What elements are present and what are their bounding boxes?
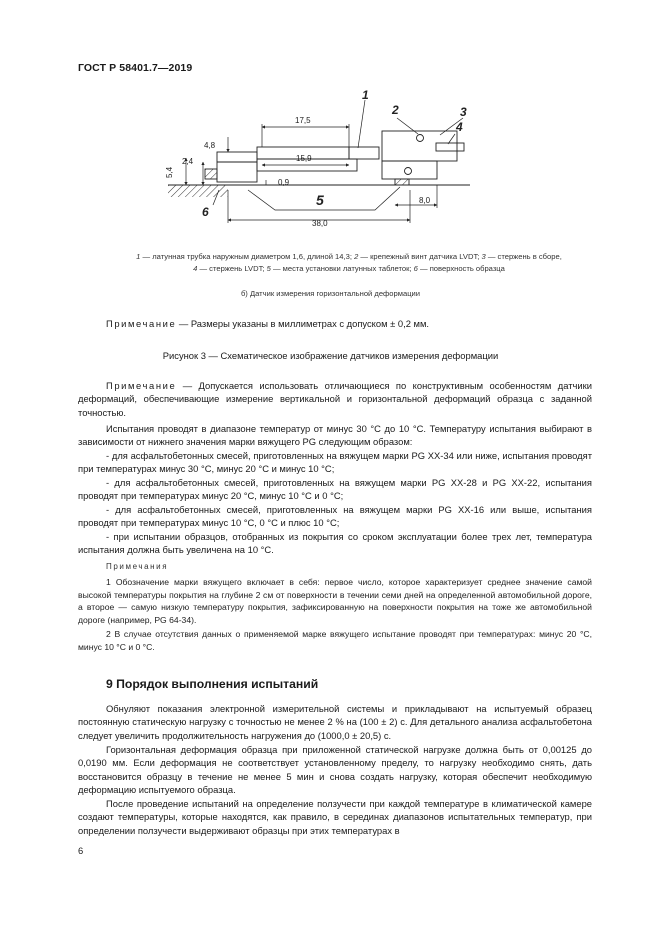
lvdt-rod [436,143,464,151]
callout-4: 4 [456,120,463,134]
callout-6: 6 [202,205,209,219]
dim-8-0: 8,0 [419,196,431,205]
temperature-item: - для асфальтобетонных смесей, приготовленных на вяжущем марки PG XX-28 и PG XX-22, испытания проводят при температурах минус 20 °С, минус 10 °С и 0 °С; [78,477,592,502]
dim-15-9: 15,9 [296,154,312,163]
right-brass-tablet [395,179,409,185]
temperature-item: - для асфальтобетонных смесей, приготовленных на вяжущем марки PG XX-16 или выше, испытания проводят при температурах минус 10 °С, 0 °С и плюс 10 °С; [78,504,592,529]
figure-subcaption: б) Датчик измерения горизонтальной деформации [240,289,421,298]
page-number: 6 [78,845,84,856]
dim-0-9: 0,9 [278,178,290,187]
section-paragraph: Горизонтальная деформация образца при приложенной статической нагрузке должна быть от 0,00125 до 0,0190 мм. Если деформация не соответствует установленному пределу, то нагрузку необходимо снять, дать восстановится образцу в течение не менее 5 мин и снова создать нагрузку, которая обеспечит необходимую деформацию испытуемого образца. [78,744,592,796]
dim-5-4: 5,4 [165,166,174,178]
figure-caption: Рисунок 3 — Схематическое изображение датчиков измерения деформации [162,350,499,361]
note-allowed-sensors: Примечание — Допускается использовать отличающиеся по конструктивным особенностям датчики деформаций, обеспечивающие измерение вертикальной и горизонтальной деформаций образца с заданной точностью. [78,380,592,418]
left-brass-tablet [205,169,217,179]
dim-17-5: 17,5 [295,116,311,125]
callout-5: 5 [316,192,324,208]
temperature-item: - для асфальтобетонных смесей, приготовленных на вяжущем марки PG XX-34 или ниже, испытания проводят при температурах минус 30 °С, минус 20 °С и минус 10 °С; [78,450,592,475]
callout-3: 3 [460,105,467,119]
standard-header: ГОСТ Р 58401.7—2019 [78,62,193,74]
sensor-body-left [217,152,257,182]
horizontal-deformation-sensor-drawing [150,82,530,240]
note-item: 1 Обозначение марки вяжущего включает в себя: первое число, которое характеризует среднее значение самой высокой температуры покрытия на глубине 2 см от поверхности в течении семи дней на определенной автомобильной дороге, а второе — самую низкую температуру покрытия, зафиксированную на поверхности покрытия на тоже же автомобильной дороге (например, PG 64-34). [78,577,592,625]
figure-note: Примечание — Размеры указаны в миллиметрах с допуском ± 0,2 мм. [106,318,430,329]
section-paragraph: Обнуляют показания электронной измерительной системы и прикладывают на испытуемый образец постоянную статическую нагрузку с точностью не менее 2 % на (100 ± 2) с. Для детального анализа асфальтобетона следует увеличить продолжительность нагружения до (1000,0 ± 20,5) с. [78,703,592,741]
sensor-block-right [382,131,457,161]
section-title: 9 Порядок выполнения испытаний [106,677,319,691]
mounting-screw [417,135,424,142]
callout-2: 2 [392,103,399,117]
section-paragraph: После проведение испытаний на определение ползучести при каждой температуре в климатической камере создают температуры, которые находятся, как правило, в серединах диапазонов испытательных температур, при определении ползучести выдерживают образцы при этих температурах в [78,798,592,836]
dim-38-0: 38,0 [312,219,328,228]
callout-1: 1 [362,88,369,102]
dim-4-8: 4,8 [204,141,216,150]
dim-2-4: 2,4 [182,157,194,166]
figure-legend: 1 — латунная трубка наружным диаметром 1,6, длиной 14,3; 2 — крепежный винт датчика LVDT; 3 — стержень в сборе, 4 — стержень LVDT; 5 — места установки латунных таблеток; 6 — поверхность образца [136,252,562,273]
note-item: 2 В случае отсутствия данных о применяемой марке вяжущего испытание проводят при температурах: минус 20 °С, минус 10 °С и 0 °С. [78,629,592,652]
notes-heading: Примечания [106,562,169,571]
temperature-intro: Испытания проводят в диапазоне температур от минус 30 °С до 10 °С. Температуру испытания выбирают в зависимости от нижнего значения марки вяжущего PG следующим образом: [78,423,592,448]
temperature-item: - при испытании образцов, отобранных из покрытия со сроком эксплуатации более трех лет, температура испытания должна быть увеличена на 10 °С. [78,531,592,556]
surface-hatching [168,185,228,197]
